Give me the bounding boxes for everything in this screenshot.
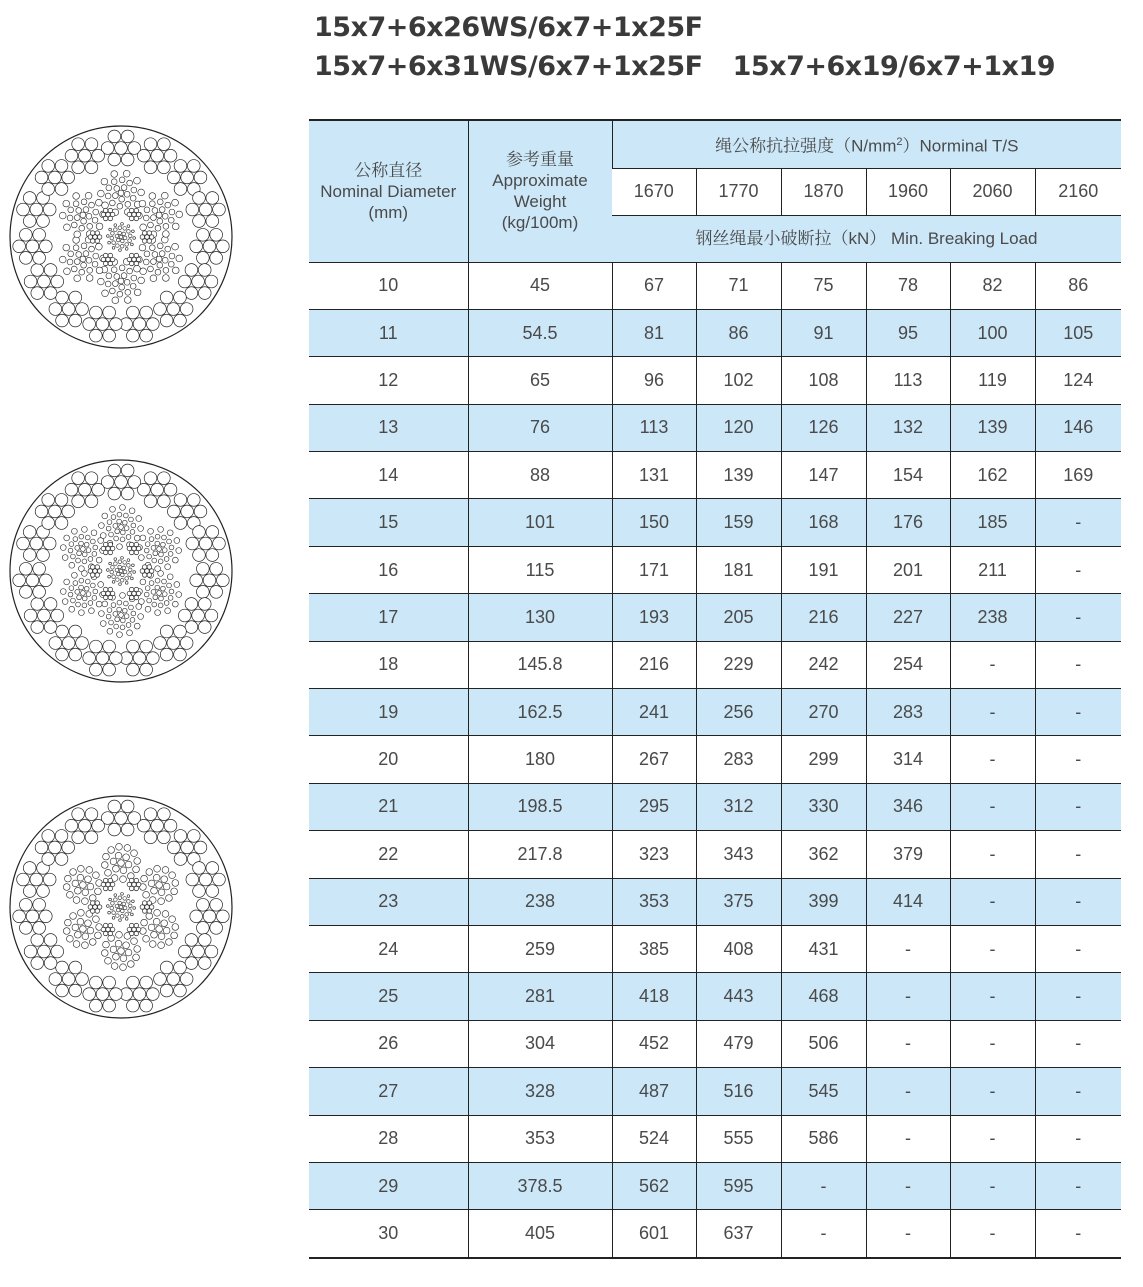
cell-1670: 452 <box>612 1020 696 1067</box>
cell-1960: - <box>866 925 950 972</box>
cell-1960: 132 <box>866 404 950 451</box>
cell-2160: - <box>1035 1068 1121 1115</box>
cell-diameter: 16 <box>309 546 468 593</box>
cell-2060: 100 <box>950 309 1035 356</box>
cell-diameter: 18 <box>309 641 468 688</box>
cell-1960: 154 <box>866 452 950 499</box>
cell-2060: - <box>950 641 1035 688</box>
cell-1670: 131 <box>612 452 696 499</box>
cell-1870: 330 <box>781 783 866 830</box>
table-row <box>309 1068 1121 1115</box>
table-row <box>309 1115 1121 1162</box>
cell-2060: 211 <box>950 546 1035 593</box>
cell-1960: - <box>866 1162 950 1209</box>
cell-1960: 283 <box>866 689 950 736</box>
table-row <box>309 357 1121 404</box>
cell-1770: 637 <box>696 1210 781 1258</box>
header-tensile-sup: 2 <box>896 135 903 148</box>
grade-1870: 1870 <box>781 168 866 215</box>
cell-1870: - <box>781 1210 866 1258</box>
cell-1770: 159 <box>696 499 781 546</box>
cell-weight: 238 <box>468 878 612 925</box>
cell-1770: 343 <box>696 831 781 878</box>
cell-diameter: 30 <box>309 1210 468 1258</box>
cell-1960: - <box>866 973 950 1020</box>
title-line-2b: 15x7+6x19/6x7+1x19 <box>732 51 1056 82</box>
cell-1870: 270 <box>781 689 866 736</box>
cell-1870: 168 <box>781 499 866 546</box>
table-row <box>309 641 1121 688</box>
table-row <box>309 594 1121 641</box>
cell-2060: - <box>950 831 1035 878</box>
cell-1870: 126 <box>781 404 866 451</box>
cell-2160: - <box>1035 783 1121 830</box>
cell-2060: - <box>950 878 1035 925</box>
cell-2060: - <box>950 736 1035 783</box>
table-row <box>309 783 1121 830</box>
cell-weight: 115 <box>468 546 612 593</box>
rope-cross-section-diagram-3 <box>8 794 234 1020</box>
cell-1770: 205 <box>696 594 781 641</box>
cell-2160: 146 <box>1035 404 1121 451</box>
cell-2060: - <box>950 1115 1035 1162</box>
cell-1670: 418 <box>612 973 696 1020</box>
cell-1770: 555 <box>696 1115 781 1162</box>
cell-1670: 193 <box>612 594 696 641</box>
cell-2060: 162 <box>950 452 1035 499</box>
cell-1870: 216 <box>781 594 866 641</box>
title-line-2a: 15x7+6x31WS/6x7+1x25F <box>314 51 703 82</box>
cell-weight: 259 <box>468 925 612 972</box>
table-row <box>309 973 1121 1020</box>
cell-2160: - <box>1035 499 1121 546</box>
cell-weight: 76 <box>468 404 612 451</box>
cell-2060: - <box>950 1020 1035 1067</box>
cell-2160: - <box>1035 1020 1121 1067</box>
grade-2160: 2160 <box>1035 168 1121 215</box>
grade-1960: 1960 <box>866 168 950 215</box>
cell-2060: - <box>950 925 1035 972</box>
cell-1770: 408 <box>696 925 781 972</box>
cell-diameter: 27 <box>309 1068 468 1115</box>
cell-2160: - <box>1035 689 1121 736</box>
cell-1670: 150 <box>612 499 696 546</box>
title-line-1: 15x7+6x26WS/6x7+1x25F <box>314 12 703 43</box>
table-row <box>309 1020 1121 1067</box>
cell-diameter: 12 <box>309 357 468 404</box>
cell-weight: 328 <box>468 1068 612 1115</box>
cell-1670: 67 <box>612 262 696 309</box>
cell-weight: 130 <box>468 594 612 641</box>
cell-2160: - <box>1035 925 1121 972</box>
cell-1960: - <box>866 1115 950 1162</box>
cell-diameter: 21 <box>309 783 468 830</box>
cell-1670: 295 <box>612 783 696 830</box>
header-tensile-cn: 绳公称抗拉强度（N/mm <box>715 136 897 156</box>
cell-1870: 362 <box>781 831 866 878</box>
cell-1870: 147 <box>781 452 866 499</box>
grade-1770: 1770 <box>696 168 781 215</box>
cell-2160: - <box>1035 641 1121 688</box>
cell-2060: 82 <box>950 262 1035 309</box>
table-row <box>309 689 1121 736</box>
cell-2160: - <box>1035 831 1121 878</box>
rope-cross-section-diagram-1 <box>8 124 234 350</box>
cell-1770: 181 <box>696 546 781 593</box>
cell-2060: - <box>950 689 1035 736</box>
cell-diameter: 19 <box>309 689 468 736</box>
cell-1870: 75 <box>781 262 866 309</box>
cell-1870: 506 <box>781 1020 866 1067</box>
cell-1670: 524 <box>612 1115 696 1162</box>
cell-1960: 254 <box>866 641 950 688</box>
cell-weight: 54.5 <box>468 309 612 356</box>
cell-1670: 96 <box>612 357 696 404</box>
cell-1960: 176 <box>866 499 950 546</box>
cell-1870: 431 <box>781 925 866 972</box>
header-diameter-cn: 公称直径 <box>354 160 423 180</box>
cell-1870: 191 <box>781 546 866 593</box>
cell-1770: 479 <box>696 1020 781 1067</box>
cell-weight: 65 <box>468 357 612 404</box>
cell-1770: 375 <box>696 878 781 925</box>
cell-2060: - <box>950 1210 1035 1258</box>
cell-2160: 86 <box>1035 262 1121 309</box>
cell-1870: 108 <box>781 357 866 404</box>
cell-diameter: 23 <box>309 878 468 925</box>
cell-2060: - <box>950 1068 1035 1115</box>
table-row <box>309 831 1121 878</box>
title-block <box>314 8 1055 86</box>
cell-1770: 516 <box>696 1068 781 1115</box>
cell-2060: - <box>950 973 1035 1020</box>
cell-diameter: 11 <box>309 309 468 356</box>
cell-diameter: 14 <box>309 452 468 499</box>
header-diameter-unit: (mm) <box>368 202 409 222</box>
cell-1870: 299 <box>781 736 866 783</box>
cell-1670: 323 <box>612 831 696 878</box>
cell-1770: 595 <box>696 1162 781 1209</box>
cell-1770: 86 <box>696 309 781 356</box>
header-tensile-strength <box>612 120 1121 168</box>
cell-weight: 281 <box>468 973 612 1020</box>
cell-1960: - <box>866 1210 950 1258</box>
table-row <box>309 1210 1121 1258</box>
cell-1870: 586 <box>781 1115 866 1162</box>
cell-2060: 119 <box>950 357 1035 404</box>
cell-weight: 180 <box>468 736 612 783</box>
cell-1770: 312 <box>696 783 781 830</box>
cell-1870: 399 <box>781 878 866 925</box>
cell-1670: 562 <box>612 1162 696 1209</box>
cell-1670: 171 <box>612 546 696 593</box>
title-line-2 <box>314 47 1055 86</box>
cell-2160: - <box>1035 1115 1121 1162</box>
cell-diameter: 28 <box>309 1115 468 1162</box>
cell-1870: 468 <box>781 973 866 1020</box>
cell-weight: 353 <box>468 1115 612 1162</box>
header-weight <box>468 120 612 262</box>
cell-2160: 169 <box>1035 452 1121 499</box>
table-row <box>309 309 1121 356</box>
cell-2160: 124 <box>1035 357 1121 404</box>
cell-1770: 71 <box>696 262 781 309</box>
grade-1670: 1670 <box>612 168 696 215</box>
header-breaking-load: 钢丝绳最小破断拉（kN） Min. Breaking Load <box>612 215 1121 262</box>
cell-diameter: 15 <box>309 499 468 546</box>
cell-2060: 139 <box>950 404 1035 451</box>
cell-2160: - <box>1035 546 1121 593</box>
cell-1670: 487 <box>612 1068 696 1115</box>
table-row <box>309 262 1121 309</box>
cell-weight: 45 <box>468 262 612 309</box>
cell-2060: - <box>950 783 1035 830</box>
cell-weight: 162.5 <box>468 689 612 736</box>
cell-1870: 242 <box>781 641 866 688</box>
header-weight-en1: Approximate <box>492 171 588 191</box>
cell-1960: 314 <box>866 736 950 783</box>
header-weight-en2: Weight <box>513 192 567 212</box>
cell-1670: 601 <box>612 1210 696 1258</box>
cell-1770: 229 <box>696 641 781 688</box>
table-row <box>309 546 1121 593</box>
cell-1870: - <box>781 1162 866 1209</box>
table-row <box>309 499 1121 546</box>
cell-weight: 217.8 <box>468 831 612 878</box>
rope-cross-section-diagram-2 <box>8 458 234 684</box>
cell-1960: 95 <box>866 309 950 356</box>
cell-diameter: 24 <box>309 925 468 972</box>
cell-1770: 283 <box>696 736 781 783</box>
cell-1670: 241 <box>612 689 696 736</box>
cell-weight: 198.5 <box>468 783 612 830</box>
cell-2060: - <box>950 1162 1035 1209</box>
cell-weight: 378.5 <box>468 1162 612 1209</box>
grade-2060: 2060 <box>950 168 1035 215</box>
cell-2160: - <box>1035 973 1121 1020</box>
cell-1960: 78 <box>866 262 950 309</box>
cell-1960: 113 <box>866 357 950 404</box>
cell-1960: - <box>866 1020 950 1067</box>
cell-1960: 346 <box>866 783 950 830</box>
table-row <box>309 878 1121 925</box>
cell-2160: - <box>1035 1210 1121 1258</box>
cell-diameter: 10 <box>309 262 468 309</box>
cell-2060: 238 <box>950 594 1035 641</box>
cell-1770: 256 <box>696 689 781 736</box>
cell-1870: 91 <box>781 309 866 356</box>
cell-diameter: 22 <box>309 831 468 878</box>
cell-1670: 353 <box>612 878 696 925</box>
cell-2160: 105 <box>1035 309 1121 356</box>
cell-1670: 385 <box>612 925 696 972</box>
spec-table <box>309 119 1121 1259</box>
cell-1960: - <box>866 1068 950 1115</box>
cell-2060: 185 <box>950 499 1035 546</box>
cell-1670: 81 <box>612 309 696 356</box>
header-weight-cn: 参考重量 <box>506 150 574 170</box>
cell-2160: - <box>1035 736 1121 783</box>
table-row <box>309 404 1121 451</box>
cell-diameter: 26 <box>309 1020 468 1067</box>
cell-weight: 101 <box>468 499 612 546</box>
cell-1960: 379 <box>866 831 950 878</box>
cell-1670: 113 <box>612 404 696 451</box>
cell-weight: 405 <box>468 1210 612 1258</box>
table-body <box>309 262 1121 1258</box>
cell-1960: 201 <box>866 546 950 593</box>
cell-2160: - <box>1035 1162 1121 1209</box>
table-row <box>309 452 1121 499</box>
table-row <box>309 925 1121 972</box>
table-row <box>309 1162 1121 1209</box>
cell-diameter: 29 <box>309 1162 468 1209</box>
cell-1770: 443 <box>696 973 781 1020</box>
cell-1960: 414 <box>866 878 950 925</box>
cell-1670: 216 <box>612 641 696 688</box>
cell-2160: - <box>1035 594 1121 641</box>
cell-1770: 120 <box>696 404 781 451</box>
cell-2160: - <box>1035 878 1121 925</box>
cell-1670: 267 <box>612 736 696 783</box>
table-row <box>309 736 1121 783</box>
header-weight-unit: (kg/100m) <box>501 213 579 233</box>
cell-diameter: 20 <box>309 736 468 783</box>
header-tensile-rest: ）Norminal T/S <box>902 136 1019 156</box>
cell-weight: 304 <box>468 1020 612 1067</box>
cell-diameter: 25 <box>309 973 468 1020</box>
cell-1770: 102 <box>696 357 781 404</box>
cell-diameter: 17 <box>309 594 468 641</box>
header-diameter <box>309 120 468 262</box>
header-diameter-en: Nominal Diameter <box>320 181 457 201</box>
cell-1770: 139 <box>696 452 781 499</box>
cell-weight: 88 <box>468 452 612 499</box>
cell-1960: 227 <box>866 594 950 641</box>
cell-1870: 545 <box>781 1068 866 1115</box>
cell-weight: 145.8 <box>468 641 612 688</box>
cell-diameter: 13 <box>309 404 468 451</box>
